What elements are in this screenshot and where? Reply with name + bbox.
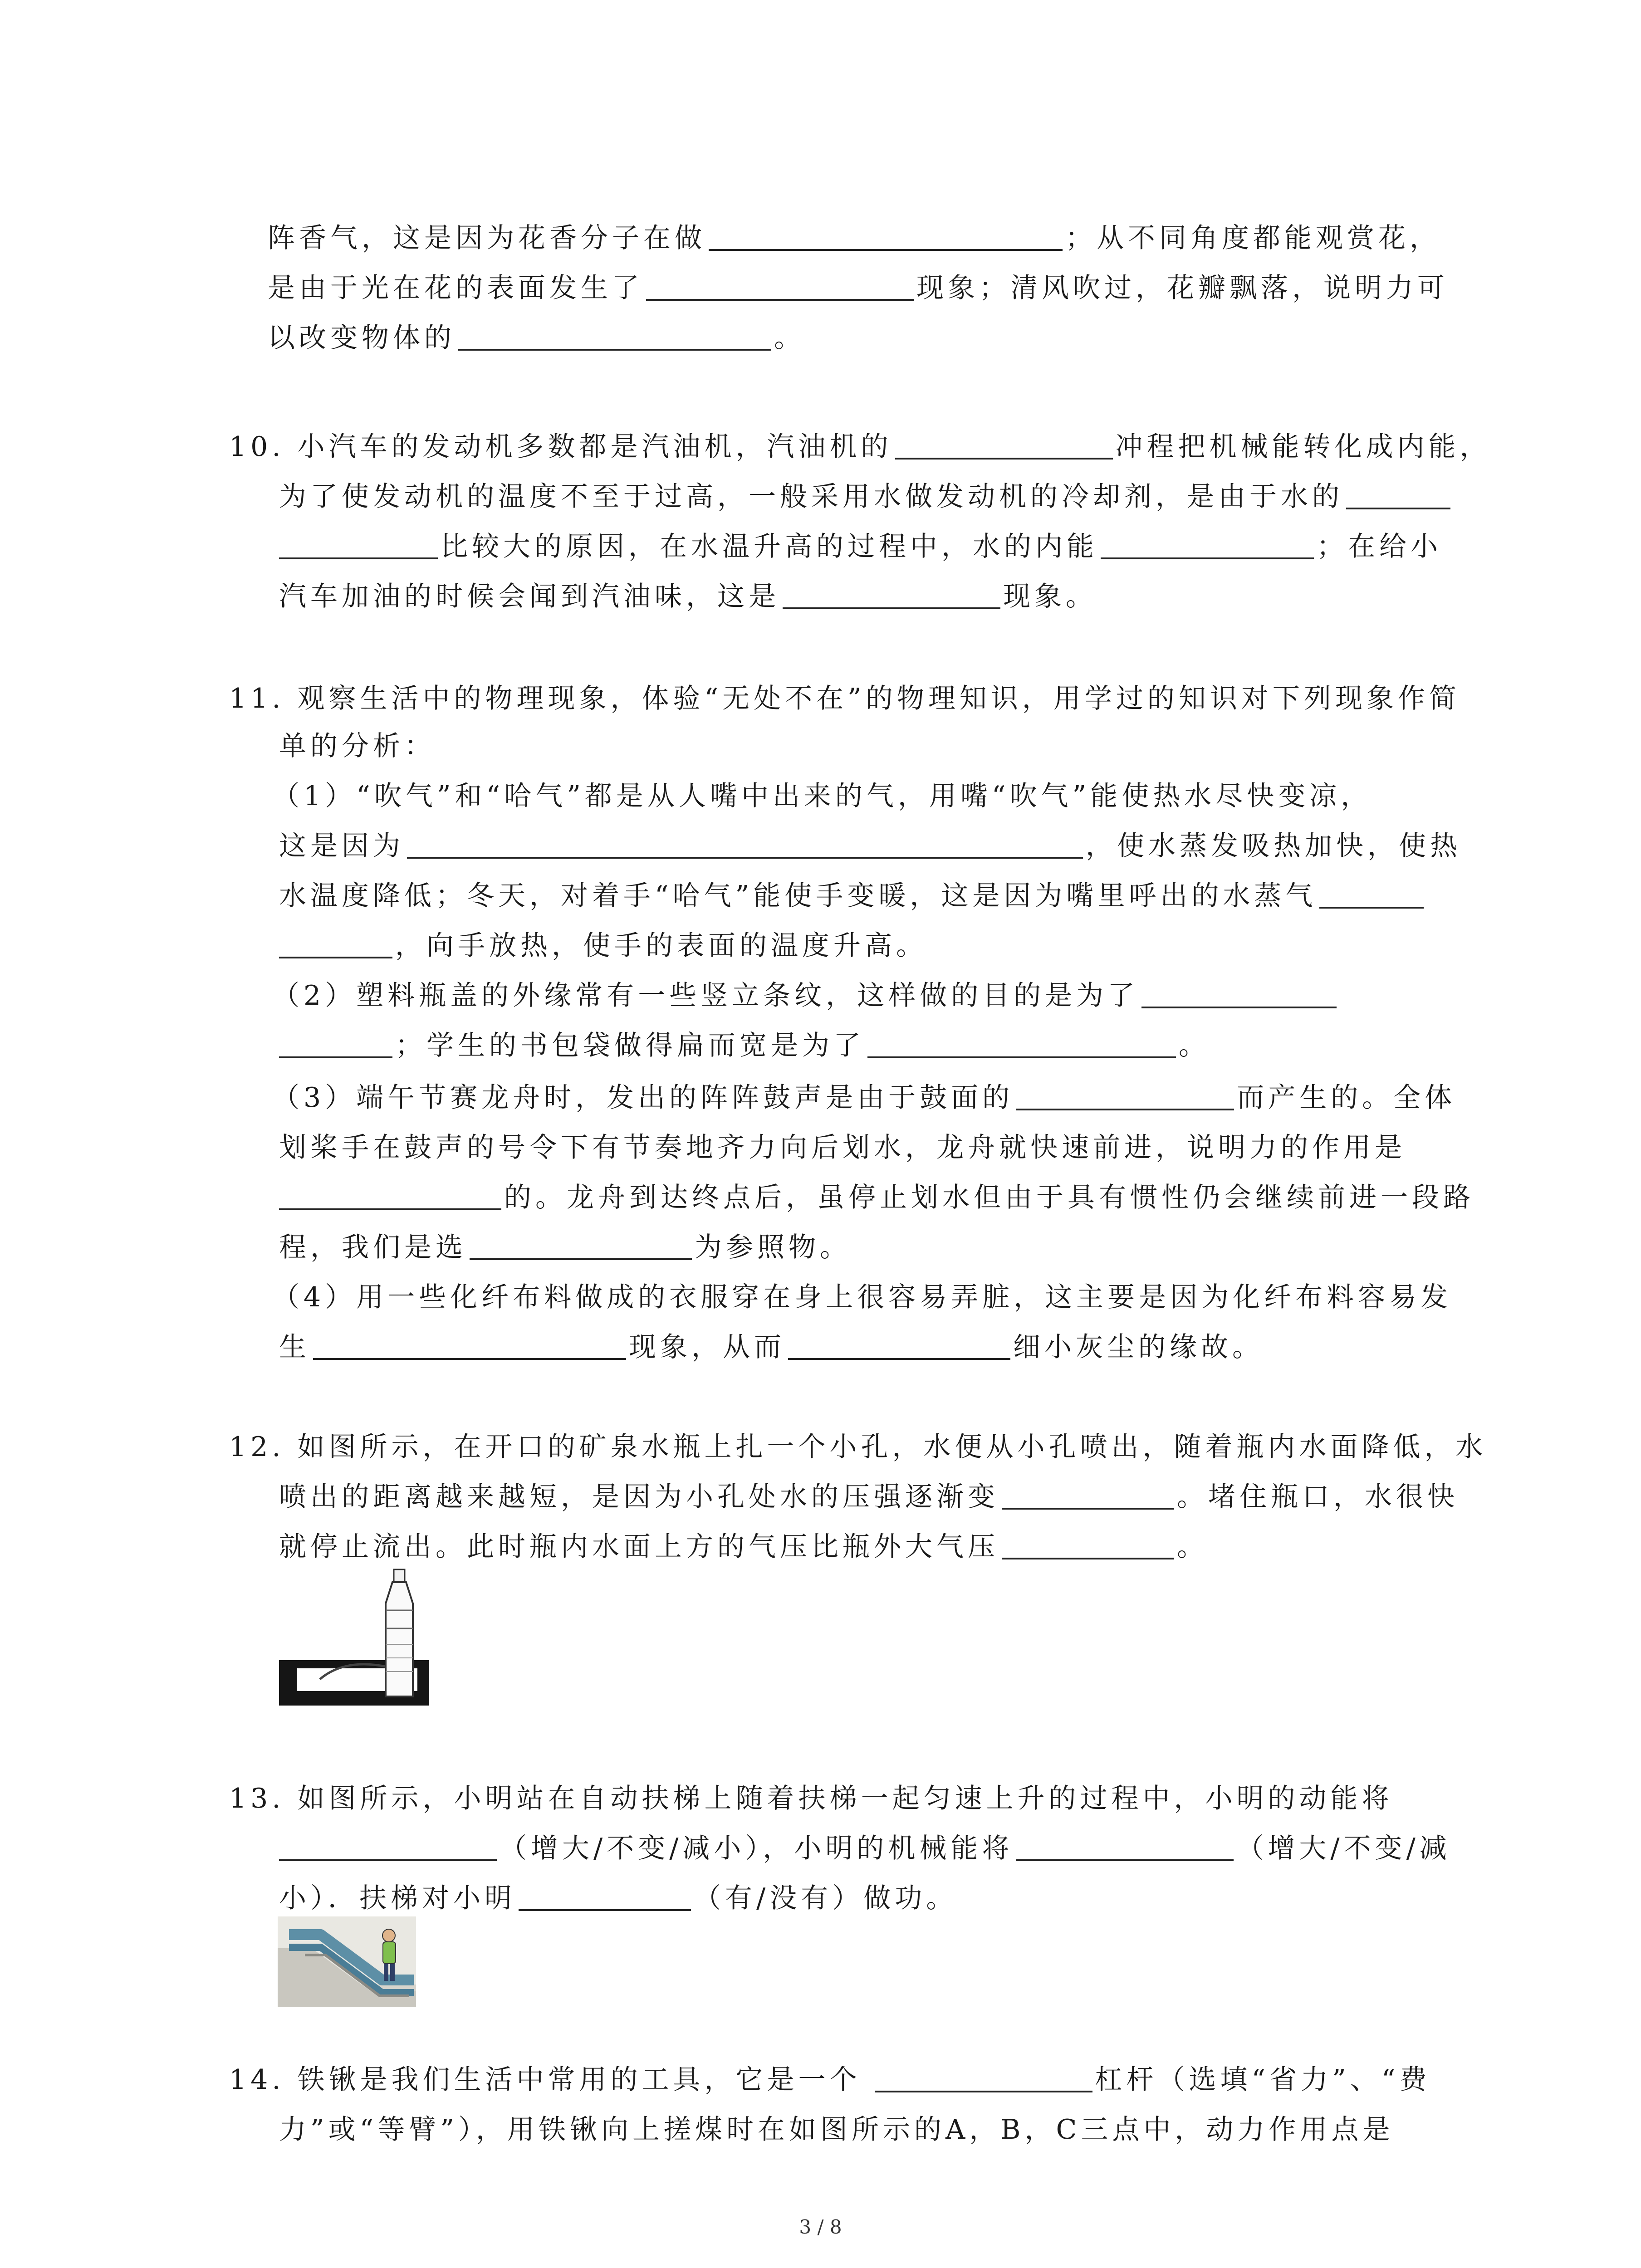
q11-line-3: （1）“吹气”和“哈气”都是从人嘴中出来的气，用嘴“吹气”能使热水尽快变凉，	[272, 780, 1372, 812]
answer-blank[interactable]	[407, 830, 1083, 859]
answer-blank[interactable]	[867, 1029, 1176, 1058]
q14-line-2: 力”或“等臂”），用铁锹向上搓煤时在如图所示的A，B，C三点中，动力作用点是	[279, 2114, 1394, 2146]
q12-line-3: 就停止流出。此时瓶内水面上方的气压比瓶外大气压 。	[279, 1531, 1208, 1563]
q11-line-1: 11. 观察生活中的物理现象，体验“无处不在”的物理知识，用学过的知识对下列现象作简	[229, 683, 1460, 714]
answer-blank[interactable]	[1141, 979, 1337, 1008]
answer-blank[interactable]	[279, 1832, 497, 1861]
q10-line-1: 10. 小汽车的发动机多数都是汽油机，汽油机的 冲程把机械能转化成内能，	[229, 431, 1491, 463]
q11-line-13: （4）用一些化纤布料做成的衣服穿在身上很容易弄脏，这主要是因为化纤布料容易发	[272, 1281, 1452, 1313]
q13-line-2: （增大/不变/减小），小明的机械能将 （增大/不变/减	[279, 1830, 1451, 1867]
answer-blank[interactable]	[895, 430, 1113, 459]
answer-blank[interactable]	[646, 272, 914, 301]
answer-blank[interactable]	[1346, 480, 1450, 509]
q11-line-2: 单的分析：	[279, 730, 436, 762]
answer-blank[interactable]	[519, 1882, 691, 1911]
q12-line-1: 12. 如图所示，在开口的矿泉水瓶上扎一个小孔，水便从小孔喷出，随着瓶内水面降低，水	[229, 1431, 1487, 1463]
bottle-icon	[386, 1569, 413, 1696]
q14-line-1: 14. 铁锹是我们生活中常用的工具，它是一个 杠杆（选填“省力”、“费	[229, 2064, 1431, 2096]
q12-line-2: 喷出的距离越来越短，是因为小孔处水的压强逐渐变 。堵住瓶口，水很快	[279, 1481, 1459, 1513]
q13-line-1: 13. 如图所示，小明站在自动扶梯上随着扶梯一起匀速上升的过程中，小明的动能将	[229, 1783, 1393, 1814]
answer-blank[interactable]	[279, 530, 438, 559]
page-number: 3 / 8	[799, 2216, 842, 2238]
q10-line-2: 为了使发动机的温度不至于过高，一般采用水做发动机的冷却剂，是由于水的	[279, 479, 1453, 515]
answer-blank[interactable]	[1016, 1832, 1234, 1861]
water-bottle-figure	[277, 1560, 440, 1710]
q11-line-6: ，向手放热，使手的表面的温度升高。	[279, 928, 927, 964]
answer-blank[interactable]	[313, 1331, 626, 1360]
q11-line-12: 程，我们是选 为参照物。	[279, 1232, 851, 1263]
q11-line-10: 划桨手在鼓声的号令下有节奏地齐力向后划水，龙舟就快速前进，说明力的作用是	[279, 1132, 1406, 1163]
q11-line-9: （3）端午节赛龙舟时，发出的阵阵鼓声是由于鼓面的 而产生的。全体	[272, 1082, 1456, 1114]
answer-blank[interactable]	[279, 1029, 392, 1058]
q10-line-3: 比较大的原因，在水温升高的过程中，水的内能 ；在给小	[279, 528, 1442, 565]
q13-line-3: 小）．扶梯对小明 （有/没有）做功。	[279, 1882, 958, 1914]
q11-line-7: （2）塑料瓶盖的外缘常有一些竖立条纹，这样做的目的是为了	[272, 978, 1339, 1014]
answer-blank[interactable]	[1002, 1481, 1174, 1510]
escalator-figure	[278, 1916, 416, 2007]
q9-line-2: 是由于光在花的表面发生了 现象；清风吹过，花瓣飘落，说明力可	[268, 272, 1449, 304]
answer-blank[interactable]	[458, 322, 771, 351]
answer-blank[interactable]	[709, 222, 1063, 251]
answer-blank[interactable]	[1319, 880, 1424, 909]
q11-line-14: 生 现象，从而 细小灰尘的缘故。	[279, 1331, 1264, 1363]
answer-blank[interactable]	[1101, 530, 1314, 559]
q9-line-1: 阵香气，这是因为花香分子在做 ；从不同角度都能观赏花，	[268, 222, 1441, 254]
q11-line-11: 的。龙舟到达终点后，虽停止划水但由于具有惯性仍会继续前进一段路	[279, 1179, 1474, 1216]
q10-line-4: 汽车加油的时候会闻到汽油味，这是 现象。	[279, 581, 1097, 612]
q11-line-4: 这是因为 ，使水蒸发吸热加快，使热	[279, 830, 1461, 862]
q9-line-3: 以改变物体的 。	[268, 322, 805, 354]
answer-blank[interactable]	[279, 929, 392, 958]
answer-blank[interactable]	[470, 1231, 692, 1260]
answer-blank[interactable]	[1016, 1081, 1234, 1110]
answer-blank[interactable]	[1002, 1530, 1174, 1559]
answer-blank[interactable]	[279, 1181, 501, 1210]
answer-blank[interactable]	[788, 1331, 1010, 1360]
q11-line-5: 水温度降低；冬天，对着手“哈气”能使手变暖，这是因为嘴里呼出的水蒸气	[279, 878, 1426, 914]
q11-line-8: ；学生的书包袋做得扁而宽是为了 。	[279, 1027, 1210, 1064]
answer-blank[interactable]	[875, 2063, 1092, 2092]
answer-blank[interactable]	[783, 580, 1000, 609]
